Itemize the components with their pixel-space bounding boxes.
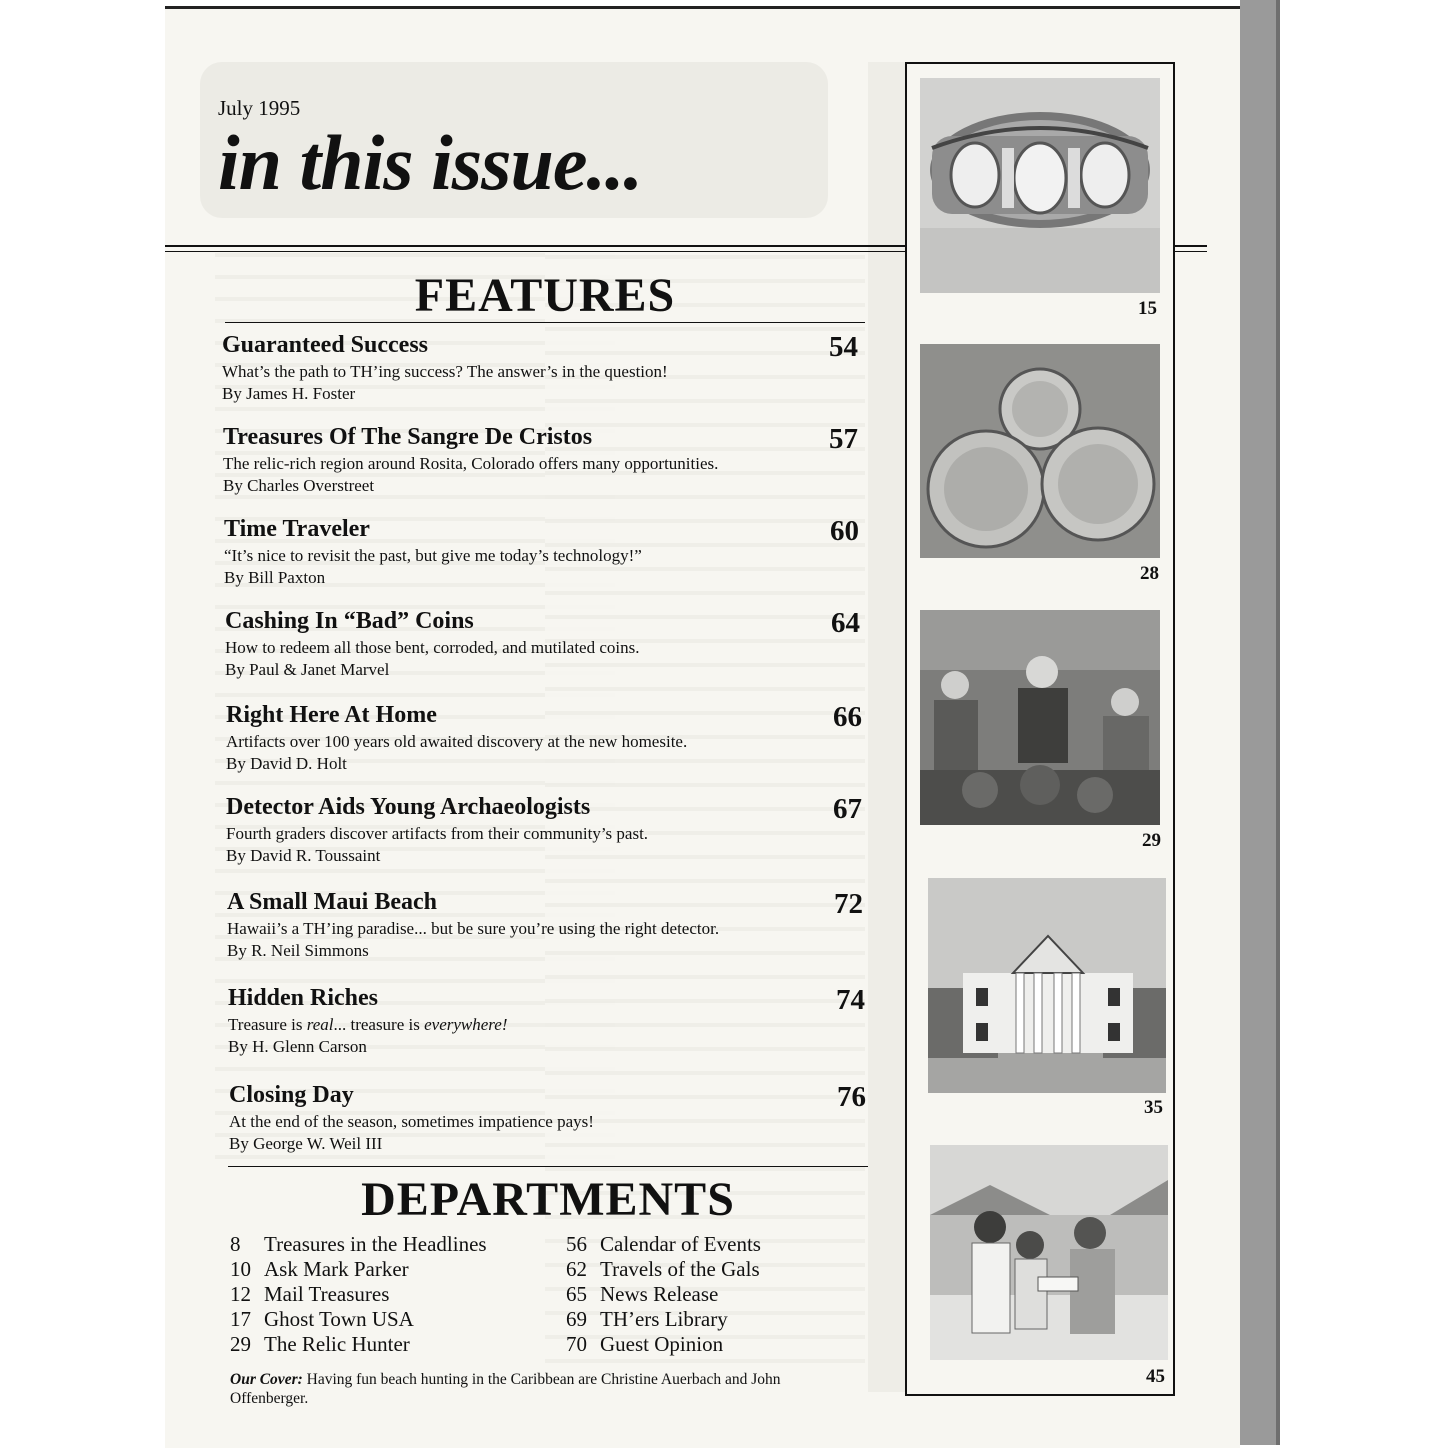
- feature-author: By Bill Paxton: [224, 568, 326, 587]
- feature-description: Hawaii’s a TH’ing paradise... but be sure you’re using the right detector.: [227, 919, 720, 938]
- department-name: The Relic Hunter: [264, 1332, 410, 1356]
- cover-caption: [230, 1370, 840, 1408]
- feature-title: Closing Day: [229, 1082, 354, 1108]
- divider: [228, 1166, 868, 1167]
- department-item[interactable]: [566, 1282, 761, 1307]
- departments-list-right: [566, 1232, 761, 1357]
- mansion-photo-icon[interactable]: [928, 878, 1166, 1093]
- department-name: Ask Mark Parker: [264, 1257, 409, 1281]
- feature-page-number: 66: [833, 701, 862, 733]
- department-page: 56: [566, 1232, 587, 1256]
- feature-description: What’s the path to TH’ing success? The answer’s in the question!: [222, 362, 668, 381]
- department-item[interactable]: [230, 1257, 487, 1282]
- feature-title: Guaranteed Success: [222, 332, 428, 358]
- feature-description: The relic-rich region around Rosita, Colorado offers many opportunities.: [223, 454, 719, 473]
- department-page: 17: [230, 1307, 251, 1331]
- cover-label: Our Cover:: [230, 1371, 303, 1388]
- feature-page-number: 67: [833, 793, 862, 825]
- description-emphasis: real: [306, 1015, 334, 1034]
- scan-edge-shadow: [1276, 0, 1280, 1445]
- cover-text: Having fun beach hunting in the Caribbean are Christine Auerbach and John Offenberger.: [230, 1371, 781, 1407]
- feature-title: Treasures Of The Sangre De Cristos: [223, 424, 593, 450]
- department-item[interactable]: [566, 1232, 761, 1257]
- department-name: Mail Treasures: [264, 1282, 390, 1306]
- department-page: 69: [566, 1307, 587, 1331]
- feature-page-number: 54: [829, 331, 858, 363]
- feature-description: Artifacts over 100 years old awaited discovery at the new homesite.: [226, 732, 688, 751]
- photo-page-number: 15: [1138, 298, 1157, 319]
- feature-page-number: 74: [836, 984, 865, 1016]
- feature-page-number: 76: [837, 1081, 866, 1113]
- issue-date: July 1995: [218, 96, 301, 120]
- photo-page-number: 35: [1144, 1097, 1163, 1118]
- feature-title: Time Traveler: [224, 516, 370, 542]
- photo-page-number: 29: [1142, 830, 1161, 851]
- feature-page-number: 72: [834, 888, 863, 920]
- departments-list-left: [230, 1232, 487, 1357]
- feature-title: A Small Maui Beach: [227, 889, 438, 915]
- feature-description: “It’s nice to revisit the past, but give me today’s technology!”: [224, 546, 642, 565]
- department-item[interactable]: [566, 1307, 761, 1332]
- hunters-photo-icon[interactable]: [920, 610, 1160, 825]
- department-name: Calendar of Events: [600, 1232, 761, 1256]
- feature-title: Detector Aids Young Archaeologists: [226, 794, 591, 820]
- feature-author: By David D. Holt: [226, 754, 347, 773]
- feature-description: How to redeem all those bent, corroded, and mutilated coins.: [225, 638, 640, 657]
- bleed-through-column: [868, 62, 906, 1392]
- department-name: News Release: [600, 1282, 719, 1306]
- description-emphasis: everywhere!: [424, 1015, 508, 1034]
- divider: [225, 322, 865, 323]
- department-name: Guest Opinion: [600, 1332, 724, 1356]
- department-item[interactable]: [230, 1332, 487, 1357]
- department-name: Travels of the Gals: [600, 1257, 760, 1281]
- description-text: ... treasure is: [333, 1015, 425, 1034]
- feature-description: [228, 1015, 507, 1035]
- coins-photo-icon[interactable]: [920, 344, 1160, 558]
- department-page: 70: [566, 1332, 587, 1356]
- feature-description: At the end of the season, sometimes impatience pays!: [229, 1112, 594, 1131]
- photo-page-number: 45: [1146, 1366, 1165, 1387]
- feature-author: By R. Neil Simmons: [227, 941, 369, 960]
- department-name: Ghost Town USA: [264, 1307, 414, 1331]
- department-item[interactable]: [230, 1282, 487, 1307]
- description-text: Treasure is: [228, 1015, 307, 1034]
- beach-couple-photo-icon[interactable]: [930, 1145, 1168, 1360]
- feature-page-number: 57: [829, 423, 858, 455]
- ring-photo-icon[interactable]: [920, 78, 1160, 293]
- feature-title: Hidden Riches: [228, 985, 379, 1011]
- department-page: 29: [230, 1332, 251, 1356]
- feature-description: Fourth graders discover artifacts from their community’s past.: [226, 824, 649, 843]
- feature-page-number: 64: [831, 607, 860, 639]
- department-page: 62: [566, 1257, 587, 1281]
- department-item[interactable]: [230, 1232, 487, 1257]
- feature-author: By James H. Foster: [222, 384, 356, 403]
- departments-heading: DEPARTMENTS: [361, 1173, 735, 1226]
- features-heading: FEATURES: [414, 269, 676, 322]
- feature-author: By H. Glenn Carson: [228, 1037, 367, 1056]
- department-page: 8: [230, 1232, 241, 1256]
- feature-page-number: 60: [830, 515, 859, 547]
- department-item[interactable]: [230, 1307, 487, 1332]
- department-name: TH’ers Library: [600, 1307, 728, 1331]
- photo-page-number: 28: [1140, 563, 1159, 584]
- feature-title: Right Here At Home: [226, 702, 437, 728]
- feature-author: By George W. Weil III: [229, 1134, 383, 1153]
- feature-title: Cashing In “Bad” Coins: [225, 608, 474, 634]
- department-page: 12: [230, 1282, 251, 1306]
- department-page: 10: [230, 1257, 251, 1281]
- feature-author: By David R. Toussaint: [226, 846, 381, 865]
- department-name: Treasures in the Headlines: [264, 1232, 487, 1256]
- page-title: in this issue...: [218, 119, 643, 206]
- department-item[interactable]: [566, 1332, 761, 1357]
- department-item[interactable]: [566, 1257, 761, 1282]
- feature-author: By Charles Overstreet: [223, 476, 375, 495]
- scan-edge: [1240, 0, 1280, 1445]
- feature-author: By Paul & Janet Marvel: [225, 660, 390, 679]
- department-page: 65: [566, 1282, 587, 1306]
